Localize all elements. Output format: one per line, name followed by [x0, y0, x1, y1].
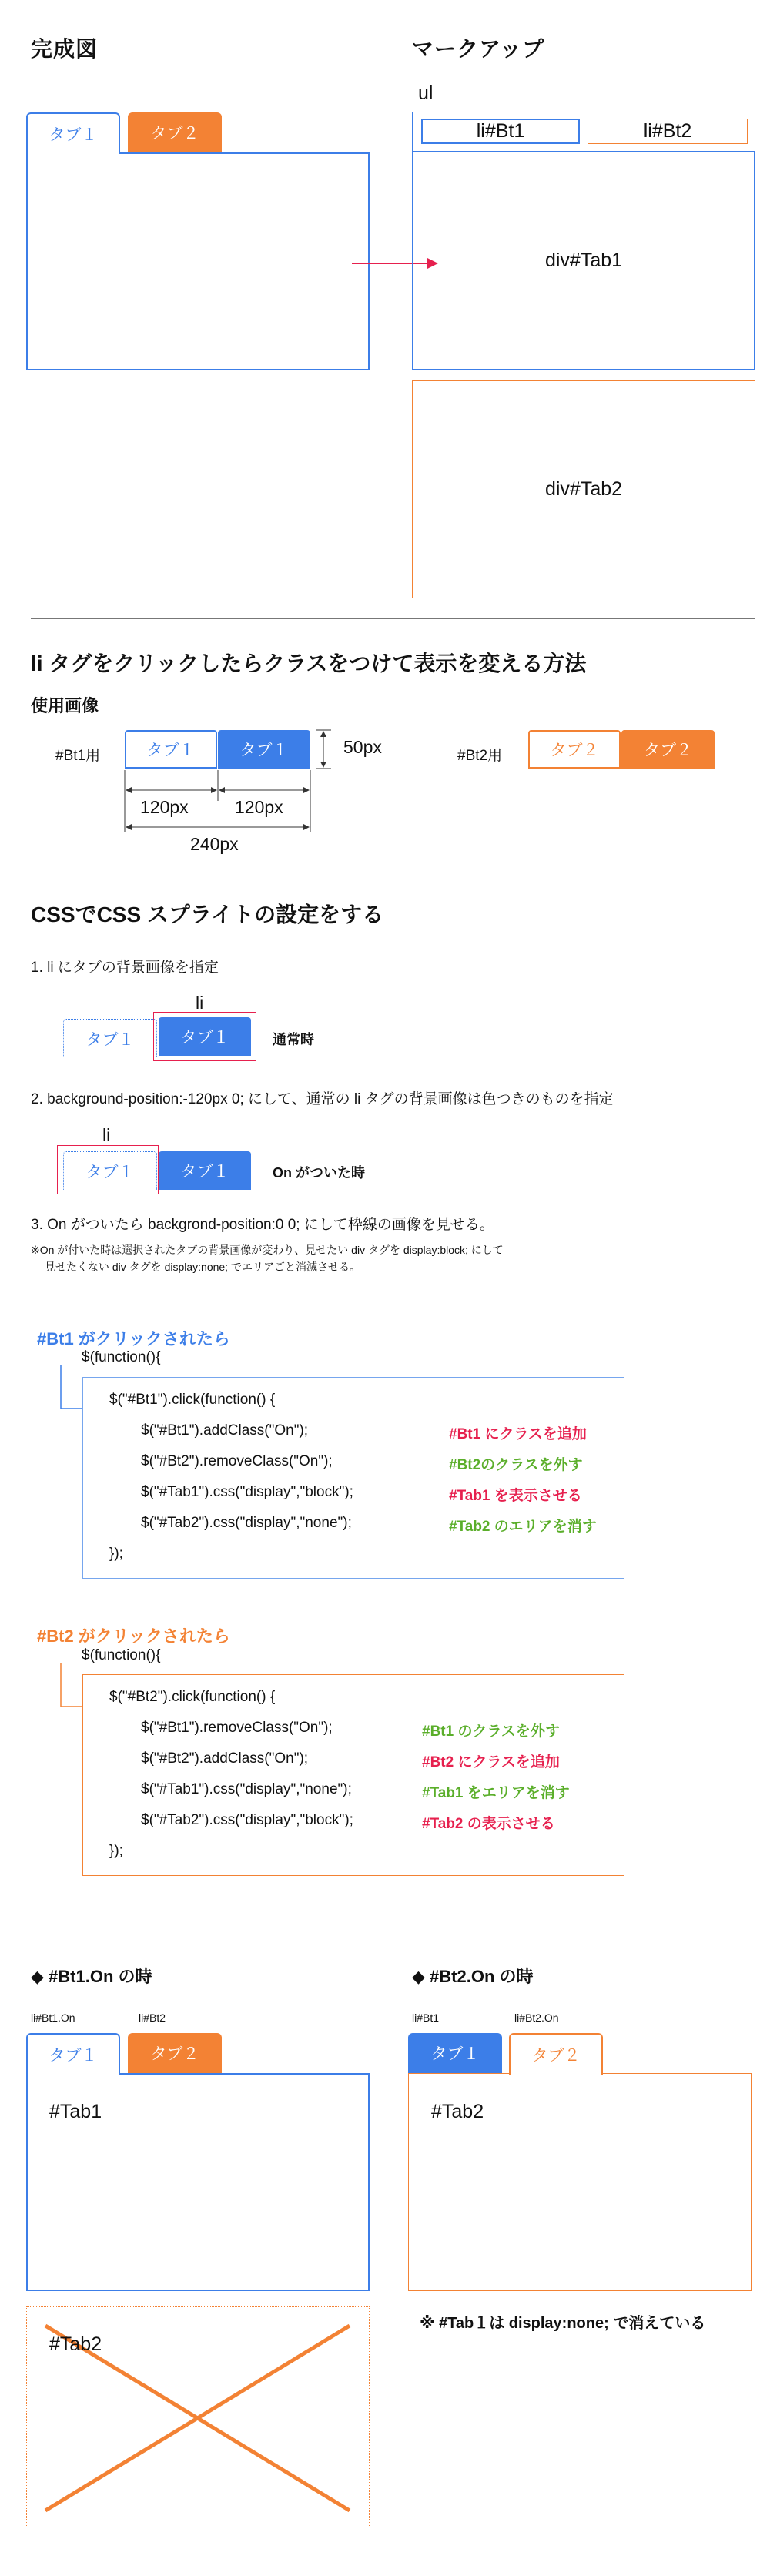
lbl-bt1: li#Bt1 — [412, 2012, 440, 2024]
code2-line4: $("#Tab1").css("display","none"); — [141, 1781, 352, 1797]
bt2-on-tab2-label: タブ２ — [531, 2047, 581, 2065]
step2-text: 2. background-position:-120px 0; にして、通常の li タグの背景画像は色つきのものを指定 — [31, 1091, 614, 1107]
sprite-solid-on — [159, 1151, 251, 1190]
li-label-2: li — [102, 1125, 111, 1145]
bt2-on-tab2[interactable] — [509, 2033, 603, 2075]
lbl-bt1-on: li#Bt1.On — [31, 2012, 75, 2024]
bt2-sprite-outline-label: タブ２ — [550, 742, 599, 759]
li-label-1: li — [196, 993, 204, 1013]
tab1-content-box — [26, 152, 370, 370]
dim-height-label: 50px — [343, 737, 382, 757]
bt2-sprite-solid — [621, 730, 715, 769]
bt1-on-tab1[interactable] — [26, 2033, 120, 2075]
dim-total-label: 240px — [190, 834, 239, 854]
bt2-on-tab1-label: タブ１ — [430, 2045, 480, 2063]
code1-comment5: #Tab2 のエリアを消す — [449, 1519, 597, 1535]
on-state-label: On がついた時 — [273, 1165, 365, 1181]
step3-text: 3. On がついたら backgrond-position:0 0; にして枠線の画像を見せる。 — [31, 1217, 494, 1233]
bt2-on-tab2-text: #Tab2 — [431, 2101, 484, 2122]
code1-line5: $("#Tab2").css("display","none"); — [141, 1515, 352, 1531]
bt1-on-tab1-text: #Tab1 — [49, 2101, 102, 2122]
sprite-solid-normal-label: タブ１ — [180, 1029, 229, 1047]
tab2-label: タブ２ — [150, 125, 199, 142]
code1-title: #Bt1 がクリックされたら — [37, 1329, 230, 1348]
note-line1: ※On が付いた時は選択されたタブの背景画像が変わり、見せたい div タグを display:block; にして — [31, 1244, 504, 1256]
bt2-sprite-solid-label: タブ２ — [644, 742, 692, 759]
code1-comment4: #Tab1 を表示させる — [449, 1488, 582, 1504]
sprite-outline-dotted — [63, 1019, 157, 1057]
bt1-on-tab2[interactable] — [128, 2033, 222, 2073]
code2-comment4: #Tab1 をエリアを消す — [422, 1785, 570, 1801]
bt2-sprite-outline — [528, 730, 621, 769]
code1-comment2: #Bt1 にクラスを追加 — [449, 1426, 587, 1442]
bt1-on-tab1-label: タブ１ — [49, 2047, 98, 2065]
li-bt1-label: li#Bt1 — [476, 120, 525, 142]
tab2-inactive[interactable] — [128, 112, 222, 152]
lbl-bt2: li#Bt2 — [139, 2012, 166, 2024]
code2-line5: $("#Tab2").css("display","block"); — [141, 1812, 353, 1828]
footnote: ※ #Tab１は display:none; で消えている — [420, 2315, 706, 2332]
tab1-label: タブ１ — [49, 126, 98, 144]
div-tab1-box — [412, 151, 755, 370]
div-tab1-label: div#Tab1 — [544, 250, 623, 271]
code1-line6: }); — [109, 1546, 123, 1562]
code2-comment5: #Tab2 の表示させる — [422, 1816, 555, 1832]
li-frame-on — [57, 1145, 159, 1194]
code2-line2: $("#Bt1").removeClass("On"); — [141, 1720, 333, 1736]
code2-comment3: #Bt2 にクラスを追加 — [422, 1754, 560, 1770]
bt1-sprite-outline-label: タブ１ — [146, 742, 196, 759]
section2-title: li タグをクリックしたらクラスをつけて表示を変える方法 — [31, 652, 587, 675]
code2-line3: $("#Bt2").addClass("On"); — [141, 1750, 309, 1767]
code1-connector — [60, 1365, 85, 1411]
li-bt2-box — [588, 119, 748, 144]
div-tab2-box — [412, 380, 755, 598]
li-frame-normal — [153, 1012, 256, 1061]
code2-outer: $(function(){ — [82, 1647, 161, 1663]
sprite-outline-on-label: タブ１ — [85, 1163, 135, 1181]
code1-comment3: #Bt2のクラスを外す — [449, 1457, 583, 1473]
bt2-image-label: #Bt2用 — [457, 748, 503, 764]
div-tab2-label: div#Tab2 — [544, 478, 623, 500]
markup-title: マークアップ — [412, 37, 545, 61]
bt2-on-tab-join — [511, 2072, 601, 2075]
dim-width2-label: 120px — [235, 797, 283, 817]
code1-line1: $("#Bt1").click(function() { — [109, 1392, 276, 1408]
bt2-on-tab1[interactable] — [408, 2033, 502, 2073]
ul-label: ul — [418, 82, 434, 104]
lbl-bt2-on: li#Bt2.On — [514, 2012, 559, 2024]
bt1-image-label: #Bt1用 — [55, 748, 101, 764]
code2-title: #Bt2 がクリックされたら — [37, 1626, 230, 1646]
hidden-tab2-text: #Tab2 — [49, 2333, 102, 2355]
code1-line2: $("#Bt1").addClass("On"); — [141, 1422, 309, 1439]
normal-state-label: 通常時 — [273, 1032, 314, 1047]
section3-title: CSSでCSS スプライトの設定をする — [31, 903, 384, 926]
completed-diagram-title: 完成図 — [31, 37, 99, 61]
note-line2: 見せたくない div タグを display:none; でエリアごと消滅させる。 — [45, 1261, 360, 1273]
sprite-outline-dotted-label: タブ１ — [85, 1030, 135, 1049]
tab-join — [28, 151, 119, 154]
section2-subtitle: 使用画像 — [31, 696, 99, 715]
dim-width1-label: 120px — [140, 797, 189, 817]
step1-text: 1. li にタブの背景画像を指定 — [31, 960, 219, 976]
code2-comment2: #Bt1 のクラスを外す — [422, 1723, 560, 1740]
sprite-solid-on-label: タブ１ — [180, 1163, 229, 1181]
bt1-on-tab-join — [28, 2072, 119, 2075]
code1-outer: $(function(){ — [82, 1349, 161, 1365]
bt1-on-tab2-label: タブ２ — [150, 2045, 199, 2063]
code1-line4: $("#Tab1").css("display","block"); — [141, 1484, 353, 1500]
code2-line1: $("#Bt2").click(function() { — [109, 1689, 276, 1705]
li-bt1-box — [421, 119, 580, 144]
section-divider — [31, 618, 755, 619]
bt2-on-title: ◆ #Bt2.On の時 — [412, 1967, 534, 1986]
code1-line3: $("#Bt2").removeClass("On"); — [141, 1453, 333, 1469]
code2-line6: }); — [109, 1843, 123, 1859]
bt1-sprite-solid-label: タブ１ — [239, 742, 289, 759]
bt1-on-title: ◆ #Bt1.On の時 — [31, 1967, 152, 1986]
li-bt2-label: li#Bt2 — [643, 120, 692, 142]
code2-connector — [60, 1663, 85, 1709]
tab1-active[interactable] — [26, 112, 120, 154]
